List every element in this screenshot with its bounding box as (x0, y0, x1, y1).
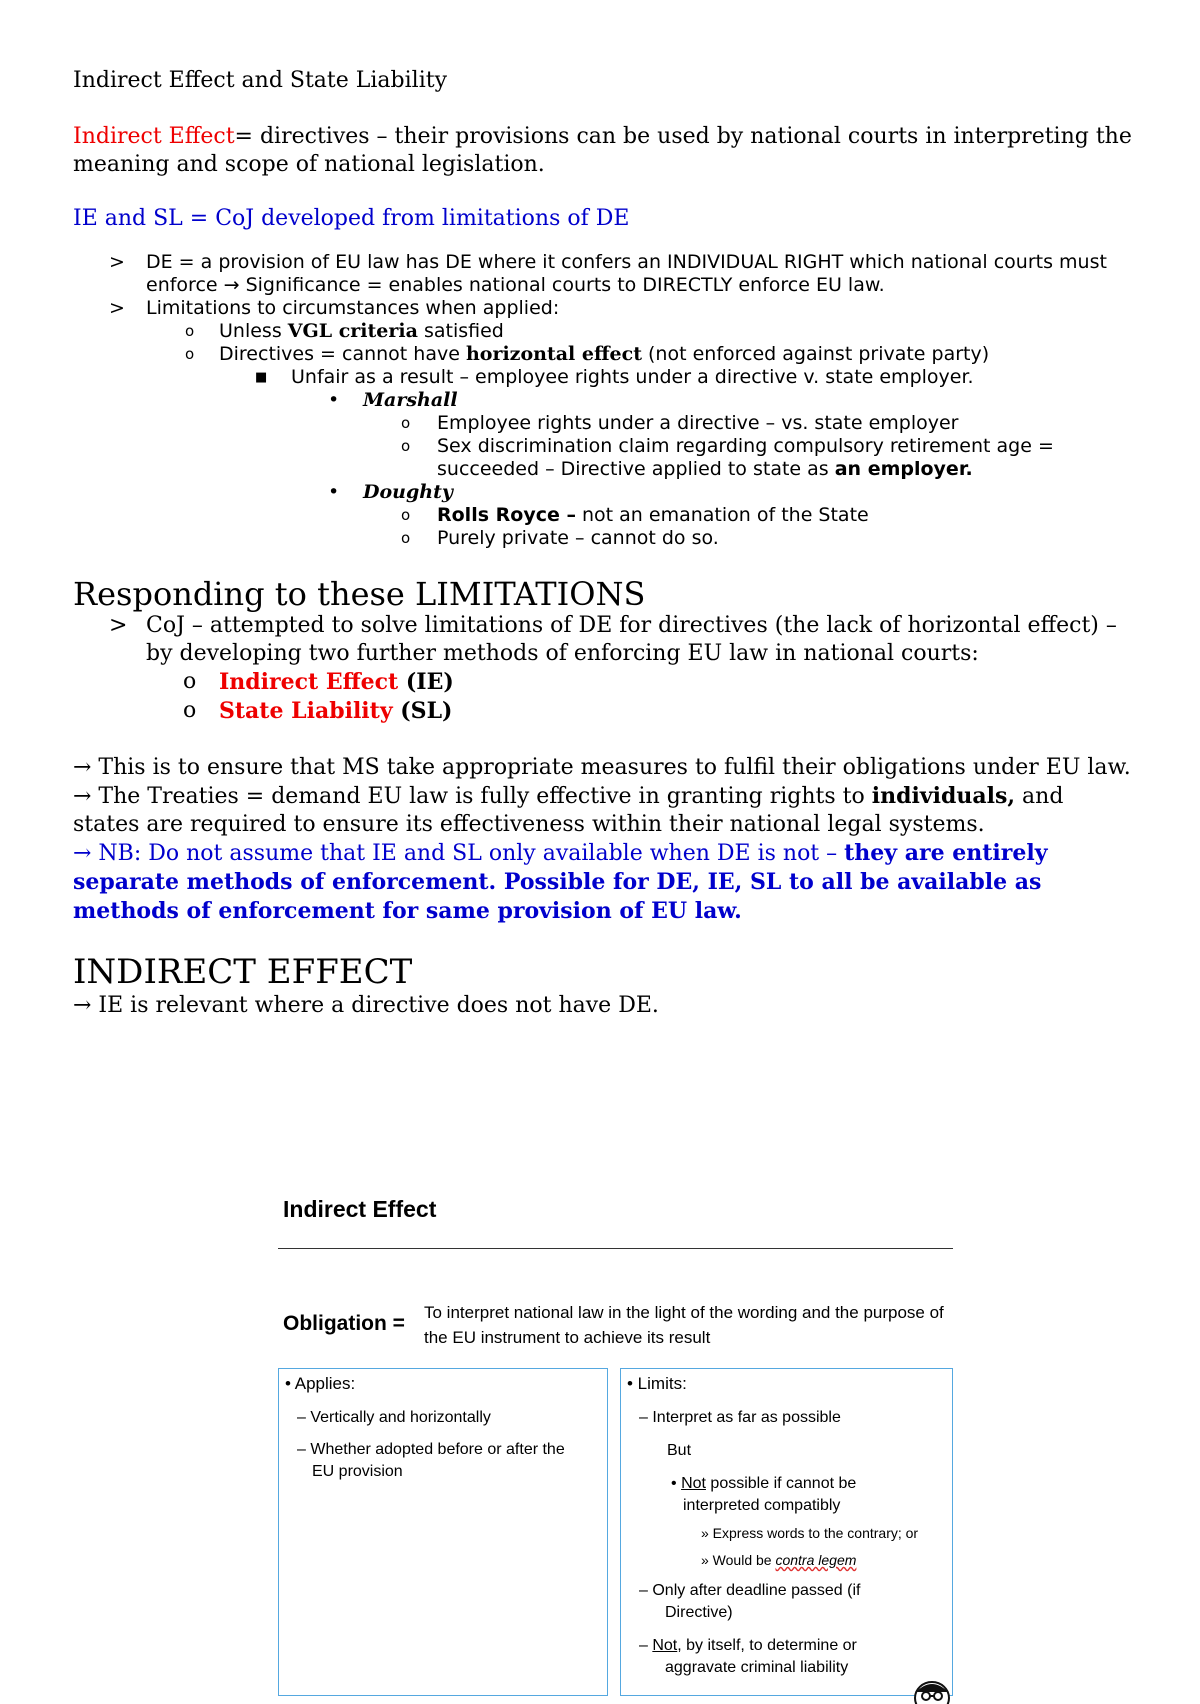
dot-bullet-icon: • (328, 481, 340, 503)
square-bullet-icon: ■ (255, 370, 268, 385)
list-item (73, 297, 1133, 320)
ensure-paragraph: → This is to ensure that MS take appropriate measures to fulfil their obligations under EU law. (73, 755, 1131, 780)
list-item: o Purely private – cannot do so. (401, 527, 719, 549)
indirect-effect-line: → IE is relevant where a directive does not have DE. (73, 993, 659, 1018)
limits-not-possible-cont: interpreted compatibly (683, 1497, 841, 1514)
de-definition: DE = a provision of EU law has DE where it confers an INDIVIDUAL RIGHT which national courts must enforce → Significance = enables national courts to DIRECTLY enforce EU law. (146, 251, 1107, 296)
limits-box (620, 1368, 953, 1696)
obligation-label: Obligation = (283, 1312, 405, 1335)
list-item (73, 389, 1133, 412)
limits-header: • Limits: (627, 1374, 687, 1393)
intro-definition: = directives – their provisions can be used by national courts in interpreting the meaning and scope of national legislation. (73, 124, 1132, 177)
case-doughty: Doughty (363, 481, 453, 503)
limits-deadline-cont: Directive) (665, 1604, 733, 1621)
circle-bullet-icon: o (185, 322, 195, 340)
limits-but: But (667, 1442, 692, 1459)
applies-box (278, 1368, 608, 1696)
arrowhead-bullet-icon: > (109, 613, 128, 638)
indirect-effect-heading: INDIRECT EFFECT (73, 952, 413, 992)
ie-sl-heading: IE and SL = CoJ developed from limitations of DE (73, 206, 630, 231)
list-item: o State Liability (SL) (183, 698, 453, 724)
intro-term: Indirect Effect (73, 124, 235, 149)
applies-item: – Vertically and horizontally (297, 1409, 491, 1426)
limits-contra-legem: » Would be contra legem (701, 1552, 857, 1568)
circle-bullet-icon: o (183, 698, 197, 723)
list-item (73, 251, 1133, 297)
list-item: o Rolls Royce – not an emanation of the State (401, 504, 869, 526)
dot-bullet-icon: • (328, 389, 340, 411)
responding-list (73, 612, 1133, 726)
obligation-text: To interpret national law in the light of the wording and the purpose of the EU instrument to achieve its result (424, 1303, 944, 1347)
circle-bullet-icon: o (401, 414, 411, 432)
applies-item: – Whether adopted before or after the (297, 1441, 565, 1458)
list-item: o Unless VGL criteria satisfied (185, 320, 504, 342)
responding-heading: Responding to these LIMITATIONS (73, 575, 646, 613)
intro-paragraph (73, 123, 1133, 179)
slide-title: Indirect Effect (283, 1196, 437, 1222)
circle-bullet-icon: o (401, 437, 411, 455)
limits-not-possible: • Not possible if cannot be (671, 1475, 857, 1492)
nb-paragraph: → NB: Do not assume that IE and SL only available when DE is not – they are entirely separate methods of enforcement. Possible for DE, IE, SL to all be available as methods of enforcement for same provision of EU law. (73, 840, 1048, 924)
limits-deadline: – Only after deadline passed (if (639, 1582, 861, 1599)
indirect-effect-slide (278, 1196, 958, 1698)
list-item: ■ Unfair as a result – employee rights under a directive v. state employer. (255, 366, 974, 388)
limitations-text: Limitations to circumstances when applied: (146, 297, 560, 319)
person-icon (910, 1674, 954, 1704)
list-item (73, 481, 1133, 504)
dot-bullet-icon: • (671, 1475, 677, 1492)
limits-criminal: – Not, by itself, to determine or (639, 1637, 857, 1654)
limits-express: » Express words to the contrary; or (701, 1525, 919, 1541)
slide-divider (278, 1248, 953, 1249)
treaties-paragraph: → The Treaties = demand EU law is fully effective in granting rights to individuals, and states are required to ensure its effectiveness within their national legal systems. (73, 783, 1064, 837)
arrowhead-bullet-icon: > (109, 297, 125, 319)
circle-bullet-icon: o (401, 506, 411, 524)
list-item: > CoJ – attempted to solve limitations of DE for directives (the lack of horizontal effect) – by developing two further methods of enforcing EU law in national courts: (109, 613, 1117, 666)
case-marshall: Marshall (363, 389, 458, 411)
list-item: o Directives = cannot have horizontal effect (not enforced against private party) (185, 343, 990, 365)
circle-bullet-icon: o (183, 669, 197, 694)
document-title: Indirect Effect and State Liability (73, 68, 447, 93)
list-item: o Indirect Effect (IE) (183, 669, 454, 695)
circle-bullet-icon: o (401, 529, 411, 547)
arrowhead-bullet-icon: > (109, 251, 125, 273)
circle-bullet-icon: o (185, 345, 195, 363)
list-item: o Sex discrimination claim regarding compulsory retirement age = succeeded – Directive applied to state as an employer. (401, 435, 1054, 480)
limits-item: – Interpret as far as possible (639, 1409, 841, 1426)
applies-header: • Applies: (285, 1374, 356, 1393)
list-item: o Employee rights under a directive – vs. state employer (401, 412, 959, 434)
limits-criminal-cont: aggravate criminal liability (665, 1659, 849, 1676)
document-body (73, 68, 1133, 1020)
applies-item-cont: EU provision (312, 1463, 403, 1480)
de-limitations-list (73, 251, 1133, 550)
